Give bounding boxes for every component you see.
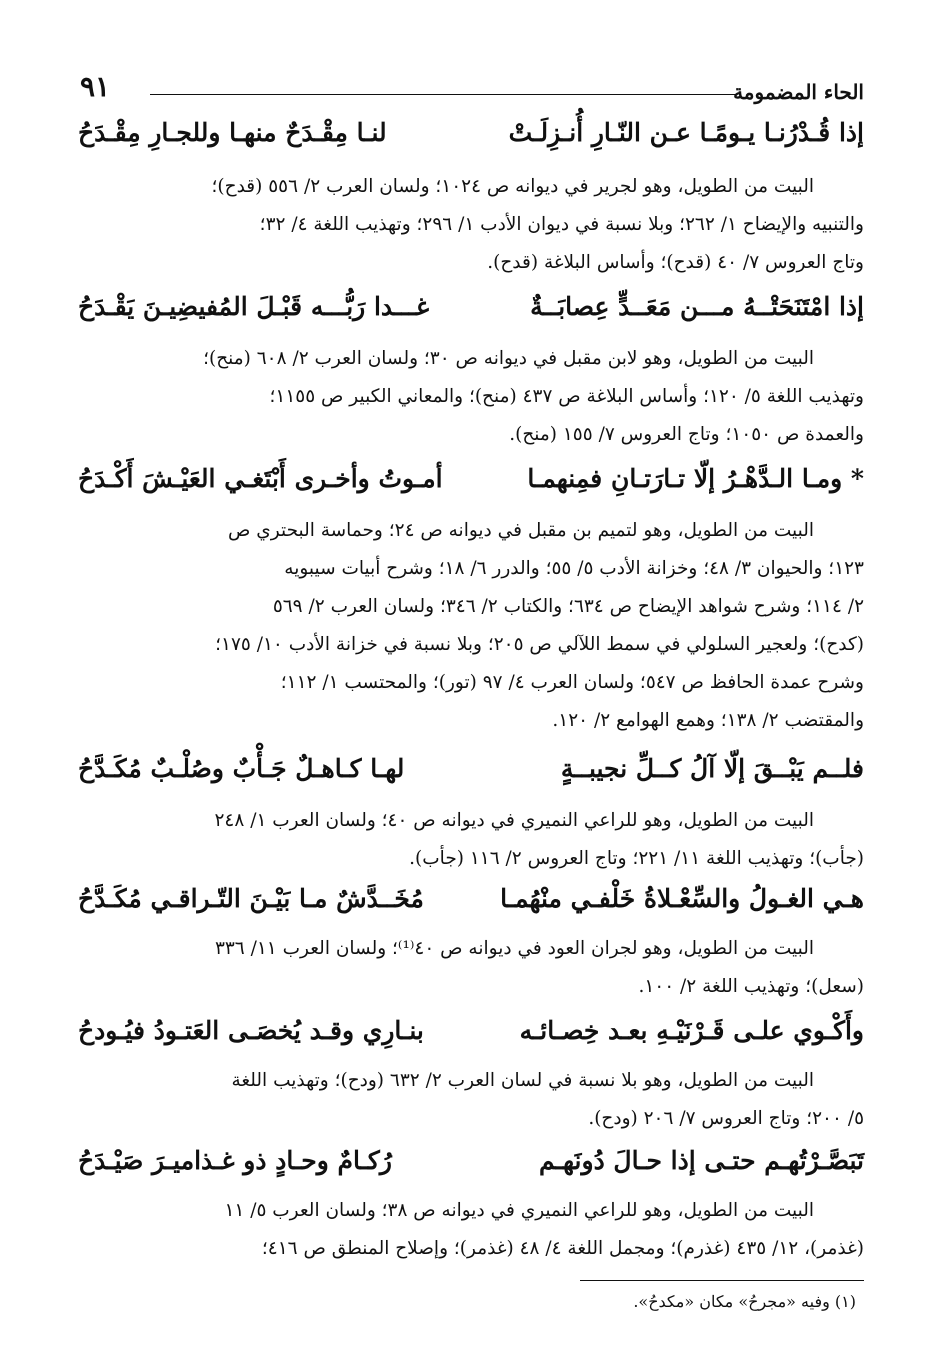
hemistich-first: وأَكْـوي علـى قَـرْنَيْـهِ بعـد خِصـائـه xyxy=(519,1016,864,1045)
section-title: الحاء المضمومة xyxy=(733,80,864,104)
hemistich-first: إذا امْتَنَحَتْــهُ مـــن مَعَــدٍّ عِصابَــةٌ xyxy=(530,292,864,321)
note-line: البيت من الطويل، وهو بلا نسبة في لسان العرب ٢/ ٦٣٢ (ودح)؛ وتهذيب اللغة xyxy=(231,1070,814,1091)
verse-note xyxy=(78,1062,864,1138)
verse xyxy=(78,1016,864,1060)
verse-note xyxy=(78,168,864,282)
verse-note xyxy=(78,1192,864,1268)
note-line: البيت من الطويل، وهو لتميم بن مقبل في ديوانه ص ٢٤؛ وحماسة البحتري ص xyxy=(228,520,814,541)
hemistich-second: لهـا كـاهـلٌ جَـأْبٌ وصُلْـبٌ مُكَـدَّحُ xyxy=(78,754,405,783)
note-line: (جأب)؛ وتهذيب اللغة ١١/ ٢٢١؛ وتاج العروس ٢/ ١١٦ (جأب). xyxy=(409,848,864,869)
note-line: والعمدة ص ١٠٥٠؛ وتاج العروس ٧/ ١٥٥ (منح). xyxy=(509,424,864,445)
verse xyxy=(78,1146,864,1190)
hemistich-first: هـي الغـولُ والسِّعْـلاةُ خَلْفـي منْهُمـا xyxy=(500,884,864,913)
hemistich-second: رُكـامٌ وحـادٍ ذو غـذاميـرَ صَيْـدَحُ xyxy=(78,1146,392,1175)
page-number: ٩١ xyxy=(80,70,111,103)
hemistich-second: مُخَــدَّشٌ مـا بَيْـنَ التّـراقـي مُكَـدَّحُ xyxy=(78,884,424,913)
footnote: (١) وفيه «مجرحُ» مكان «مكدحُ». xyxy=(633,1292,856,1311)
hemistich-second: غـــدا رَبُّـــه قَبْـلَ المُفيضِيـنَ يَقْـدَحُ xyxy=(78,292,430,321)
verse xyxy=(78,118,864,162)
note-line: البيت من الطويل، وهو لجران العود في ديوانه ص ٤٠⁽¹⁾؛ ولسان العرب ١١/ ٣٣٦ xyxy=(214,938,814,959)
note-line: ١٢٣؛ والحيوان ٣/ ٤٨؛ وخزانة الأدب ٥/ ٥٥؛ والدرر ٦/ ١٨؛ وشرح أبيات سيبويه xyxy=(284,558,864,579)
note-line: البيت من الطويل، وهو للراعي النميري في ديوانه ص ٣٨؛ ولسان العرب ٥/ ١١ xyxy=(224,1200,814,1221)
hemistich-second: بنـارِي وقـد يُخصَـى العَتـودُ فيُـودحُ xyxy=(78,1016,424,1045)
verse xyxy=(78,754,864,798)
note-line: البيت من الطويل، وهو لجرير في ديوانه ص ١٠٢٤؛ ولسان العرب ٢/ ٥٥٦ (قدح)؛ xyxy=(211,176,814,197)
hemistich-first: فلــم يَبْــقَ إلّا آلُ كــلِّ نجيبــةٍ xyxy=(560,754,864,783)
verse-note xyxy=(78,930,864,1006)
verse xyxy=(78,884,864,928)
hemistich-second: لنـا مِقْـدَحٌ منهـا وللجـارِ مِقْـدَحُ xyxy=(78,118,387,147)
hemistich-first: تَبَصَّـرْتُهـم حتـى إذا حـالَ دُونَهـم xyxy=(539,1146,864,1175)
hemistich-first: * ومـا الـدَّهْـرُ إلّا تـارَتـانِ فمِنهمـا xyxy=(527,464,864,493)
note-line: (غذمر)، ١٢/ ٤٣٥ (غذرم)؛ ومجمل اللغة ٤/ ٤٨ (غذمر)؛ وإصلاح المنطق ص ٤١٦؛ xyxy=(261,1238,864,1259)
note-line: (سعل)؛ وتهذيب اللغة ٢/ ١٠٠. xyxy=(638,976,864,997)
verse-note xyxy=(78,340,864,454)
verse xyxy=(78,464,864,508)
verse-note xyxy=(78,512,864,740)
note-line: ٥/ ٢٠٠؛ وتاج العروس ٧/ ٢٠٦ (ودح). xyxy=(588,1108,864,1129)
note-line: وتاج العروس ٧/ ٤٠ (قدح)؛ وأساس البلاغة (قدح). xyxy=(487,252,864,273)
note-line: (كدح)؛ ولعجير السلولي في سمط اللآلي ص ٢٠٥؛ وبلا نسبة في خزانة الأدب ١٠/ ١٧٥؛ xyxy=(215,634,864,655)
note-line: ٢/ ١١٤؛ وشرح شواهد الإيضاح ص ٦٣٤؛ والكتاب ٢/ ٣٤٦؛ ولسان العرب ٢/ ٥٦٩ xyxy=(272,596,864,617)
note-line: والتنبيه والإيضاح ١/ ٢٦٢؛ وبلا نسبة في ديوان الأدب ١/ ٢٩٦؛ وتهذيب اللغة ٤/ ٣٢؛ xyxy=(259,214,864,235)
verse-note xyxy=(78,802,864,878)
hemistich-first: إذا قُـدْرُنـا يـومًـا عـن النّـارِ أُنـزِلَـتْ xyxy=(508,118,864,147)
note-line: البيت من الطويل، وهو للراعي النميري في ديوانه ص ٤٠؛ ولسان العرب ١/ ٢٤٨ xyxy=(214,810,814,831)
note-line: والمقتضب ٢/ ١٣٨؛ وهمع الهوامع ٢/ ١٢٠. xyxy=(552,710,864,731)
note-line: وشرح عمدة الحافظ ص ٥٤٧؛ ولسان العرب ٤/ ٩٧ (تور)؛ والمحتسب ١/ ١١٢؛ xyxy=(280,672,864,693)
header-rule xyxy=(150,94,736,95)
page-header xyxy=(80,70,864,110)
note-line: وتهذيب اللغة ٥/ ١٢٠؛ وأساس البلاغة ص ٤٣٧ (منح)؛ والمعاني الكبير ص ١١٥٥؛ xyxy=(269,386,864,407)
note-line: البيت من الطويل، وهو لابن مقبل في ديوانه ص ٣٠؛ ولسان العرب ٢/ ٦٠٨ (منح)؛ xyxy=(203,348,814,369)
verse xyxy=(78,292,864,336)
hemistich-second: أمـوتُ وأخـرى أَبْتَغـي العَيْـشَ أَكْـدَحُ xyxy=(78,464,443,493)
footnote-rule xyxy=(580,1280,864,1281)
